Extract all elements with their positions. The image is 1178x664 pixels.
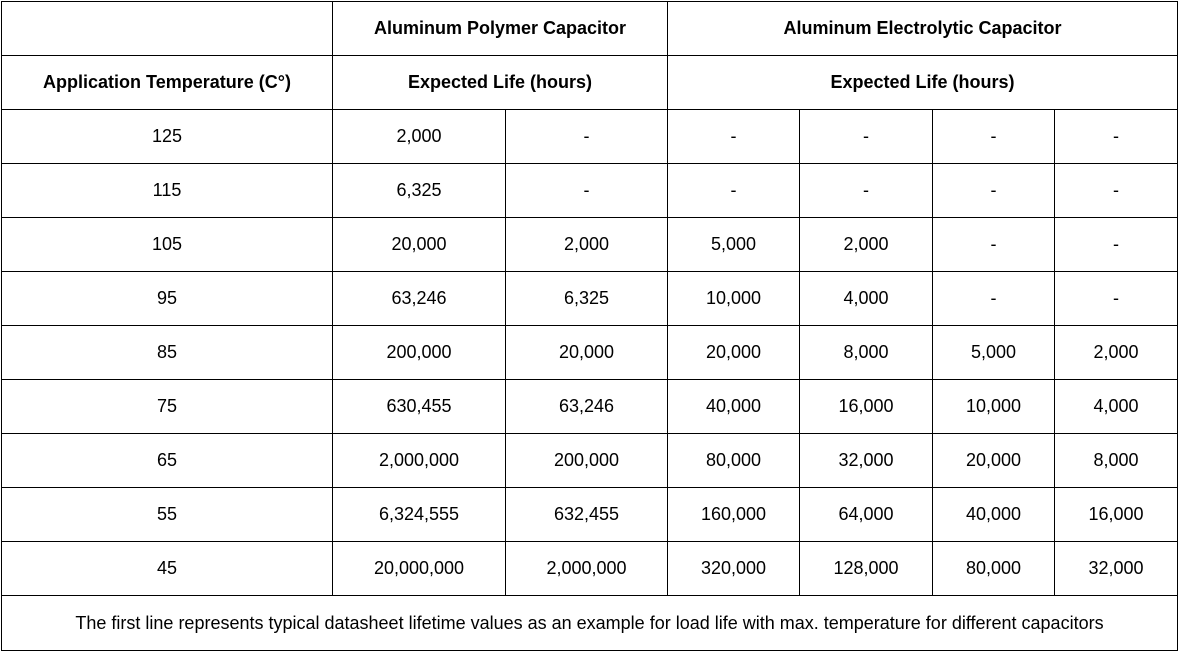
table-row	[2, 272, 1178, 326]
electrolytic-life-cell: -	[933, 272, 1055, 326]
electrolytic-life-cell: 160,000	[668, 488, 800, 542]
polymer-life-cell: 2,000	[506, 218, 668, 272]
electrolytic-life-cell: 40,000	[933, 488, 1055, 542]
table-body	[2, 2, 1178, 651]
footnote-row	[2, 596, 1178, 651]
electrolytic-life-cell: 80,000	[668, 434, 800, 488]
electrolytic-life-cell: 128,000	[800, 542, 933, 596]
polymer-life-cell: 200,000	[333, 326, 506, 380]
polymer-expected-life-header: Expected Life (hours)	[333, 56, 668, 110]
temperature-cell: 65	[2, 434, 333, 488]
table-row	[2, 380, 1178, 434]
polymer-life-cell: 6,325	[333, 164, 506, 218]
electrolytic-life-cell: -	[1055, 164, 1178, 218]
polymer-life-cell: 6,325	[506, 272, 668, 326]
temperature-cell: 115	[2, 164, 333, 218]
table-row	[2, 488, 1178, 542]
electrolytic-life-cell: 5,000	[933, 326, 1055, 380]
temperature-cell: 105	[2, 218, 333, 272]
electrolytic-life-cell: 20,000	[933, 434, 1055, 488]
electrolytic-life-cell: 16,000	[1055, 488, 1178, 542]
footnote: The first line represents typical datasheet lifetime values as an example for load life with max. temperature for different capacitors	[2, 596, 1178, 651]
temperature-cell: 125	[2, 110, 333, 164]
table-row	[2, 218, 1178, 272]
electrolytic-capacitor-header: Aluminum Electrolytic Capacitor	[668, 2, 1178, 56]
sub-header-row	[2, 56, 1178, 110]
table-row	[2, 326, 1178, 380]
temperature-cell: 75	[2, 380, 333, 434]
electrolytic-life-cell: 320,000	[668, 542, 800, 596]
polymer-life-cell: 6,324,555	[333, 488, 506, 542]
electrolytic-life-cell: 8,000	[800, 326, 933, 380]
temperature-cell: 95	[2, 272, 333, 326]
electrolytic-life-cell: 8,000	[1055, 434, 1178, 488]
blank-header-cell	[2, 2, 333, 56]
polymer-life-cell: -	[506, 110, 668, 164]
table-row	[2, 542, 1178, 596]
electrolytic-life-cell: -	[933, 110, 1055, 164]
electrolytic-life-cell: 5,000	[668, 218, 800, 272]
table-row	[2, 164, 1178, 218]
electrolytic-life-cell: 32,000	[1055, 542, 1178, 596]
polymer-life-cell: 2,000,000	[506, 542, 668, 596]
electrolytic-life-cell: -	[1055, 272, 1178, 326]
electrolytic-life-cell: 80,000	[933, 542, 1055, 596]
electrolytic-life-cell: 2,000	[1055, 326, 1178, 380]
table-row	[2, 434, 1178, 488]
polymer-life-cell: 20,000	[333, 218, 506, 272]
electrolytic-life-cell: -	[800, 164, 933, 218]
polymer-life-cell: 63,246	[506, 380, 668, 434]
temperature-cell: 45	[2, 542, 333, 596]
polymer-life-cell: 630,455	[333, 380, 506, 434]
temperature-column-header: Application Temperature (C°)	[2, 56, 333, 110]
polymer-life-cell: 2,000,000	[333, 434, 506, 488]
polymer-capacitor-header: Aluminum Polymer Capacitor	[333, 2, 668, 56]
polymer-life-cell: 20,000	[506, 326, 668, 380]
temperature-cell: 55	[2, 488, 333, 542]
electrolytic-life-cell: 32,000	[800, 434, 933, 488]
electrolytic-life-cell: 2,000	[800, 218, 933, 272]
group-header-row	[2, 2, 1178, 56]
temperature-cell: 85	[2, 326, 333, 380]
electrolytic-life-cell: -	[668, 164, 800, 218]
polymer-life-cell: 63,246	[333, 272, 506, 326]
electrolytic-life-cell: 16,000	[800, 380, 933, 434]
electrolytic-life-cell: -	[1055, 218, 1178, 272]
electrolytic-expected-life-header: Expected Life (hours)	[668, 56, 1178, 110]
electrolytic-life-cell: -	[933, 164, 1055, 218]
electrolytic-life-cell: -	[933, 218, 1055, 272]
electrolytic-life-cell: 10,000	[668, 272, 800, 326]
electrolytic-life-cell: 20,000	[668, 326, 800, 380]
polymer-life-cell: 200,000	[506, 434, 668, 488]
electrolytic-life-cell: 4,000	[1055, 380, 1178, 434]
table-row	[2, 110, 1178, 164]
electrolytic-life-cell: -	[800, 110, 933, 164]
polymer-life-cell: 2,000	[333, 110, 506, 164]
polymer-life-cell: 20,000,000	[333, 542, 506, 596]
electrolytic-life-cell: 10,000	[933, 380, 1055, 434]
electrolytic-life-cell: 4,000	[800, 272, 933, 326]
electrolytic-life-cell: -	[1055, 110, 1178, 164]
polymer-life-cell: -	[506, 164, 668, 218]
capacitor-life-table	[1, 1, 1178, 651]
electrolytic-life-cell: 40,000	[668, 380, 800, 434]
electrolytic-life-cell: -	[668, 110, 800, 164]
polymer-life-cell: 632,455	[506, 488, 668, 542]
electrolytic-life-cell: 64,000	[800, 488, 933, 542]
